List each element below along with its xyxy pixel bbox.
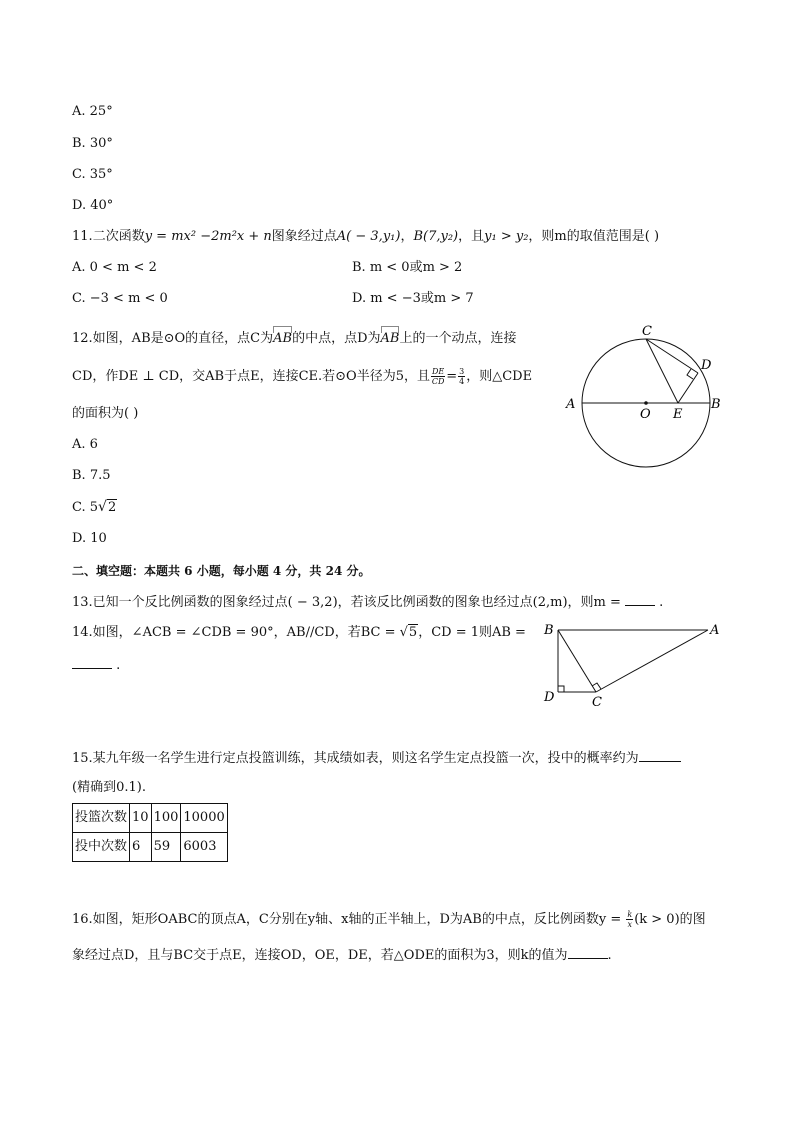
q11-point-b: B(7,y₂) [413,229,459,244]
q14-line-2: . [72,656,120,675]
table-cell: 6 [130,833,152,862]
q11-mid: 图象经过点 [271,229,337,244]
table-cell: 投篮次数 [73,804,130,833]
table-cell: 投中次数 [73,833,130,862]
q14-label-d: D [544,690,555,705]
q15-line-1: 15.某九年级一名学生进行定点投篮训练，其成绩如表，则这名学生定点投篮一次，投中的概率约为 [72,749,681,768]
q12-option-d: D. 10 [72,531,107,546]
section-2-title: 二、填空题：本题共 6 小题，每小题 4 分，共 24 分。 [72,564,371,578]
q16-answer-blank[interactable] [568,946,608,959]
q12-line1-a: 12.如图，AB是⊙O的直径，点C为 [72,331,274,346]
q11-option-a: A. 0 < m < 2 [72,260,157,275]
q12-label-a: A [566,397,576,412]
q13-stem: 13.已知一个反比例函数的图象经过点( − 3,2)，若该反比例函数的图象也经过点(2,m)，则m = . [72,595,664,610]
q11-function: y = mx² −2m²x + n [144,229,272,244]
q12-line2-b: ，则△CDE [466,369,533,384]
q14-label-c: C [592,695,602,710]
q15-line-2: (精确到0.1). [72,780,146,795]
q12-label-c: C [642,324,652,339]
q12-circle-figure [560,320,730,470]
q11-stem [72,228,659,246]
q12-value-frac: $\frac{3}{4}$ [459,367,465,386]
q10-option-d: D. 40° [72,198,114,213]
q12-line-3: 的面积为( ) [72,406,139,421]
q14-triangle-figure [538,618,728,710]
q11-suffix: ，则m的取值范围是( ) [528,229,660,244]
q15-score-table [72,803,228,862]
q11-option-c: C. −3 < m < 0 [72,291,168,306]
table-cell: 6003 [181,833,227,862]
q11-condition: y₁ > y₂ [484,229,529,244]
q12-line-1 [72,326,516,348]
table-cell: 10 [130,804,152,833]
q12-option-a: A. 6 [72,437,98,452]
q12-arc-1: AB [273,331,293,346]
q15-answer-blank[interactable] [639,749,681,762]
q13-answer-blank[interactable] [625,593,655,606]
q11-sep: ， [400,229,414,244]
q14-line-1: 14.如图，∠ACB = ∠CDB = 90°，AB//CD，若BC = √5，CD = 1则AB = [72,625,526,640]
q16-line-1: 16.如图，矩形OABC的顶点A，C分别在y轴、x轴的正半轴上，D为AB的中点，反比例函数y = $\frac{k}{x}$ (k > 0)的图 [72,910,706,929]
q12-label-b: B [711,397,721,412]
q10-option-c: C. 35° [72,167,113,182]
q12-ratio-frac: $\frac{DE}{CD}$ [431,367,445,386]
q11-prefix: 二次函数 [92,229,145,244]
q12-option-c: C. 5√2 [72,499,117,515]
q12-option-b: B. 7.5 [72,468,111,483]
q14-label-a: A [710,623,720,638]
q11-cond-prefix: ，且 [458,229,485,244]
table-cell: 10000 [181,804,227,833]
q12-line1-b: 的中点，点D为 [292,331,381,346]
q12-equals: = [446,369,458,384]
q16-kx-frac: $\frac{k}{x}$ [627,910,633,929]
q12-label-e: E [673,407,683,422]
table-cell: 59 [151,833,181,862]
q10-option-a: A. 25° [72,104,113,119]
q12-line2-a: CD，作DE ⊥ CD，交AB于点E，连接CE.若⊙O半径为5，且 [72,369,430,384]
q12-line1-c: 上的一个动点，连接 [399,331,517,346]
q12-label-d: D [701,358,712,373]
q11-point-a: A( − 3,y₁) [336,229,401,244]
q12-label-o: O [640,407,651,422]
q12-line-2 [72,367,532,386]
q14-answer-blank[interactable] [72,656,112,669]
table-row [73,833,228,862]
q10-option-b: B. 30° [72,136,113,151]
q14-label-b: B [544,623,554,638]
q11-number: 11. [72,229,93,244]
q11-option-b: B. m < 0或m > 2 [352,260,463,275]
q12-arc-2: AB [380,331,400,346]
q11-option-d: D. m < −3或m > 7 [352,291,474,306]
table-row [73,804,228,833]
table-cell: 100 [151,804,181,833]
q16-line-2: 象经过点D，且与BC交于点E，连接OD，OE，DE，若△ODE的面积为3，则k的值为 . [72,948,612,963]
